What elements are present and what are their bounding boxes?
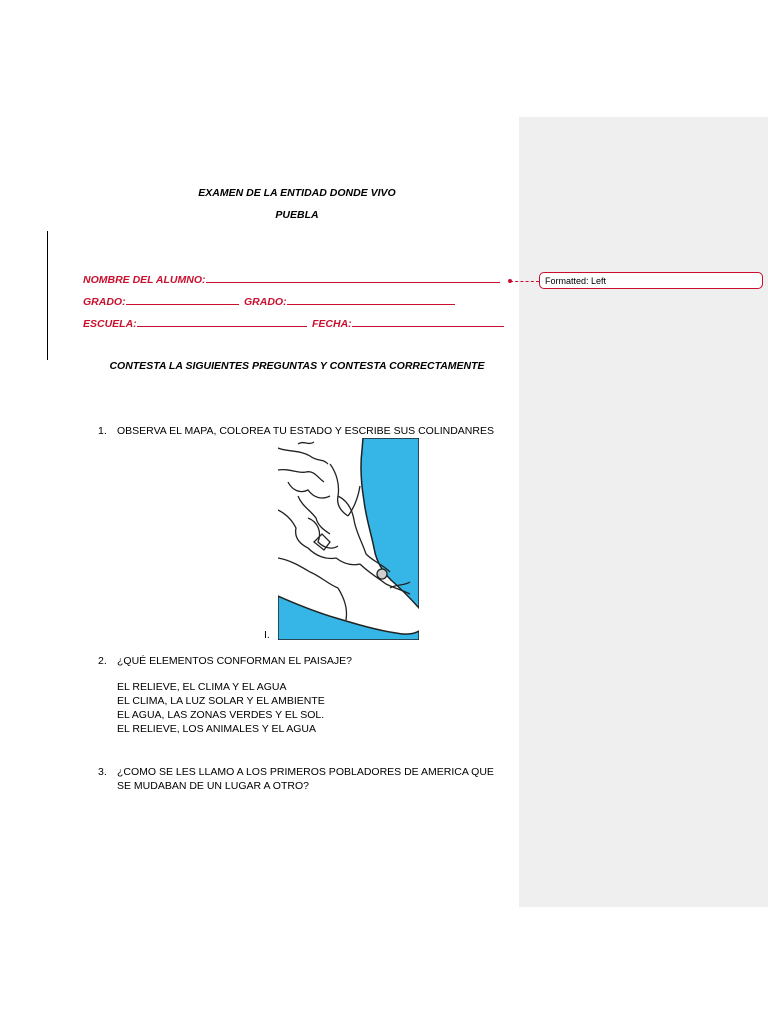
doc-subtitle: PUEBLA	[275, 209, 319, 221]
field-fecha[interactable]	[312, 317, 504, 330]
field-fecha-label: FECHA:	[312, 318, 352, 330]
question-3-number: 3.	[98, 766, 107, 778]
field-nombre[interactable]	[83, 273, 500, 286]
question-1-text: OBSERVA EL MAPA, COLOREA TU ESTADO Y ESCRIBE SUS COLINDANRES	[117, 425, 494, 437]
question-3-text-line-1: ¿COMO SE LES LLAMO A LOS PRIMEROS POBLADORES DE AMERICA QUE	[117, 766, 494, 778]
blank-line	[206, 273, 500, 283]
question-1-number: 1.	[98, 425, 107, 437]
change-bar	[47, 231, 48, 360]
option-2: EL CLIMA, LA LUZ SOLAR Y EL AMBIENTE	[117, 695, 325, 707]
field-nombre-label: NOMBRE DEL ALUMNO:	[83, 274, 206, 286]
blank-line	[287, 295, 455, 305]
option-4: EL RELIEVE, LOS ANIMALES Y EL AGUA	[117, 723, 317, 735]
instructions: CONTESTA LA SIGUIENTES PREGUNTAS Y CONTESTA CORRECTAMENTE	[109, 360, 485, 372]
field-grado-2-label: GRADO:	[244, 296, 287, 308]
field-grado-1[interactable]	[83, 295, 239, 308]
question-1-sub-marker: I.	[264, 629, 270, 641]
blank-line	[352, 317, 504, 327]
comment-text: Formatted: Left	[545, 276, 607, 286]
question-2-text: ¿QUÉ ELEMENTOS CONFORMAN EL PAISAJE?	[117, 655, 352, 667]
blank-line	[126, 295, 239, 305]
question-2-number: 2.	[98, 655, 107, 667]
field-escuela-label: ESCUELA:	[83, 318, 137, 330]
field-grado-1-label: GRADO:	[83, 296, 126, 308]
comment-balloon[interactable]	[539, 272, 763, 289]
field-grado-2[interactable]	[244, 295, 455, 308]
comment-connector	[510, 281, 539, 282]
question-3-text-line-2: SE MUDABAN DE UN LUGAR A OTRO?	[117, 780, 309, 792]
field-escuela[interactable]	[83, 317, 307, 330]
blank-line	[137, 317, 307, 327]
comment-anchor	[508, 279, 512, 283]
option-1: EL RELIEVE, EL CLIMA Y EL AGUA	[117, 681, 287, 693]
option-3: EL AGUA, LAS ZONAS VERDES Y EL SOL.	[117, 709, 325, 721]
doc-title: EXAMEN DE LA ENTIDAD DONDE VIVO	[198, 187, 396, 199]
mexico-map-image	[278, 438, 419, 640]
comment-pane	[519, 117, 768, 907]
